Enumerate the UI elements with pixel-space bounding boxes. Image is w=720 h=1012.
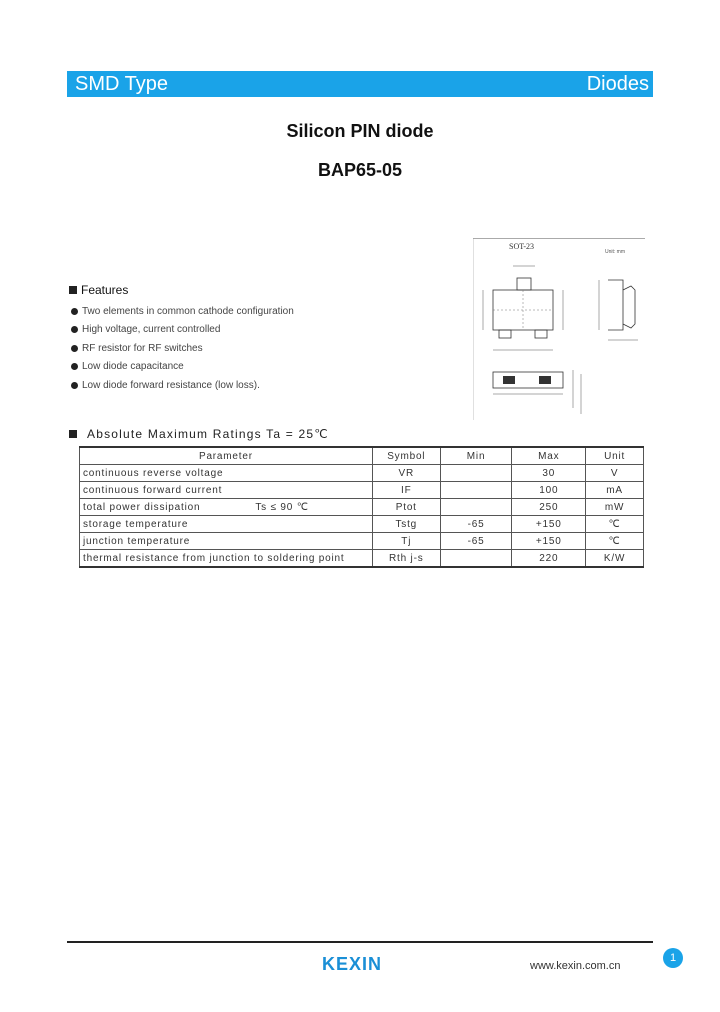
symbol-cell: Tstg (372, 516, 440, 533)
bullet-icon (71, 382, 78, 389)
parameter-cell: junction temperature (80, 533, 373, 550)
min-cell (440, 465, 512, 482)
feature-item: RF resistor for RF switches (71, 339, 294, 358)
square-bullet-icon (69, 286, 77, 294)
square-bullet-icon (69, 430, 77, 438)
ratings-table (79, 446, 644, 568)
company-logo: KEXIN (322, 954, 383, 974)
max-cell: 250 (512, 499, 586, 516)
symbol-cell: Rth j-s (372, 550, 440, 568)
footer-divider (67, 941, 653, 943)
unit-cell: ℃ (586, 516, 644, 533)
part-number: BAP65-05 (317, 160, 403, 180)
unit-cell: ℃ (586, 533, 644, 550)
symbol-cell: VR (372, 465, 440, 482)
max-cell: +150 (512, 533, 586, 550)
table-row (80, 465, 644, 482)
ratings-heading (69, 427, 329, 441)
condition-text: Ts ≤ 90 ℃ (255, 501, 309, 513)
column-header: Max (512, 447, 586, 465)
unit-cell: mW (586, 499, 644, 516)
parameter-cell: total power dissipation Ts ≤ 90 ℃ (80, 499, 373, 516)
header-category: SMD Type (75, 72, 168, 95)
min-cell: -65 (440, 533, 512, 550)
feature-item: Low diode forward resistance (low loss). (71, 376, 294, 395)
package-label: SOT-23 (509, 242, 535, 251)
feature-item: Low diode capacitance (71, 358, 294, 377)
column-header: Symbol (372, 447, 440, 465)
symbol-cell: Tj (372, 533, 440, 550)
unit-cell: mA (586, 482, 644, 499)
feature-item: High voltage, current controlled (71, 321, 294, 340)
bullet-icon (71, 363, 78, 370)
features-heading (69, 283, 128, 297)
bullet-icon (71, 308, 78, 315)
units-label: Unit: mm (605, 249, 625, 255)
min-cell: -65 (440, 516, 512, 533)
features-title: Features (81, 283, 129, 297)
unit-cell: V (586, 465, 644, 482)
product-description: Silicon PIN diode (286, 121, 434, 141)
company-website-link[interactable]: www.kexin.com.cn (530, 960, 621, 972)
column-header: Parameter (80, 447, 373, 465)
min-cell (440, 550, 512, 568)
max-cell: +150 (512, 516, 586, 533)
ratings-title: Absolute Maximum Ratings Ta = 25℃ (87, 427, 329, 441)
bullet-icon (71, 326, 78, 333)
max-cell: 220 (512, 550, 586, 568)
header-banner (67, 71, 653, 97)
parameter-cell: storage temperature (80, 516, 373, 533)
max-cell: 100 (512, 482, 586, 499)
bullet-icon (71, 345, 78, 352)
table-header-row (80, 447, 644, 465)
unit-cell: K/W (586, 550, 644, 568)
min-cell (440, 499, 512, 516)
max-cell: 30 (512, 465, 586, 482)
features-list (71, 302, 294, 395)
table-row (80, 482, 644, 499)
table-row (80, 516, 644, 533)
feature-item: Two elements in common cathode configuration (71, 302, 294, 321)
header-product-type: Diodes (586, 72, 649, 95)
parameter-cell: continuous forward current (80, 482, 373, 499)
table-row (80, 550, 644, 568)
column-header: Min (440, 447, 512, 465)
page-number-badge: 1 (663, 948, 683, 968)
parameter-cell: thermal resistance from junction to soldering point (80, 550, 373, 568)
table-row (80, 533, 644, 550)
symbol-cell: IF (372, 482, 440, 499)
column-header: Unit (586, 447, 644, 465)
parameter-cell: continuous reverse voltage (80, 465, 373, 482)
package-outline-diagram (473, 238, 645, 420)
symbol-cell: Ptot (372, 499, 440, 516)
table-row (80, 499, 644, 516)
min-cell (440, 482, 512, 499)
